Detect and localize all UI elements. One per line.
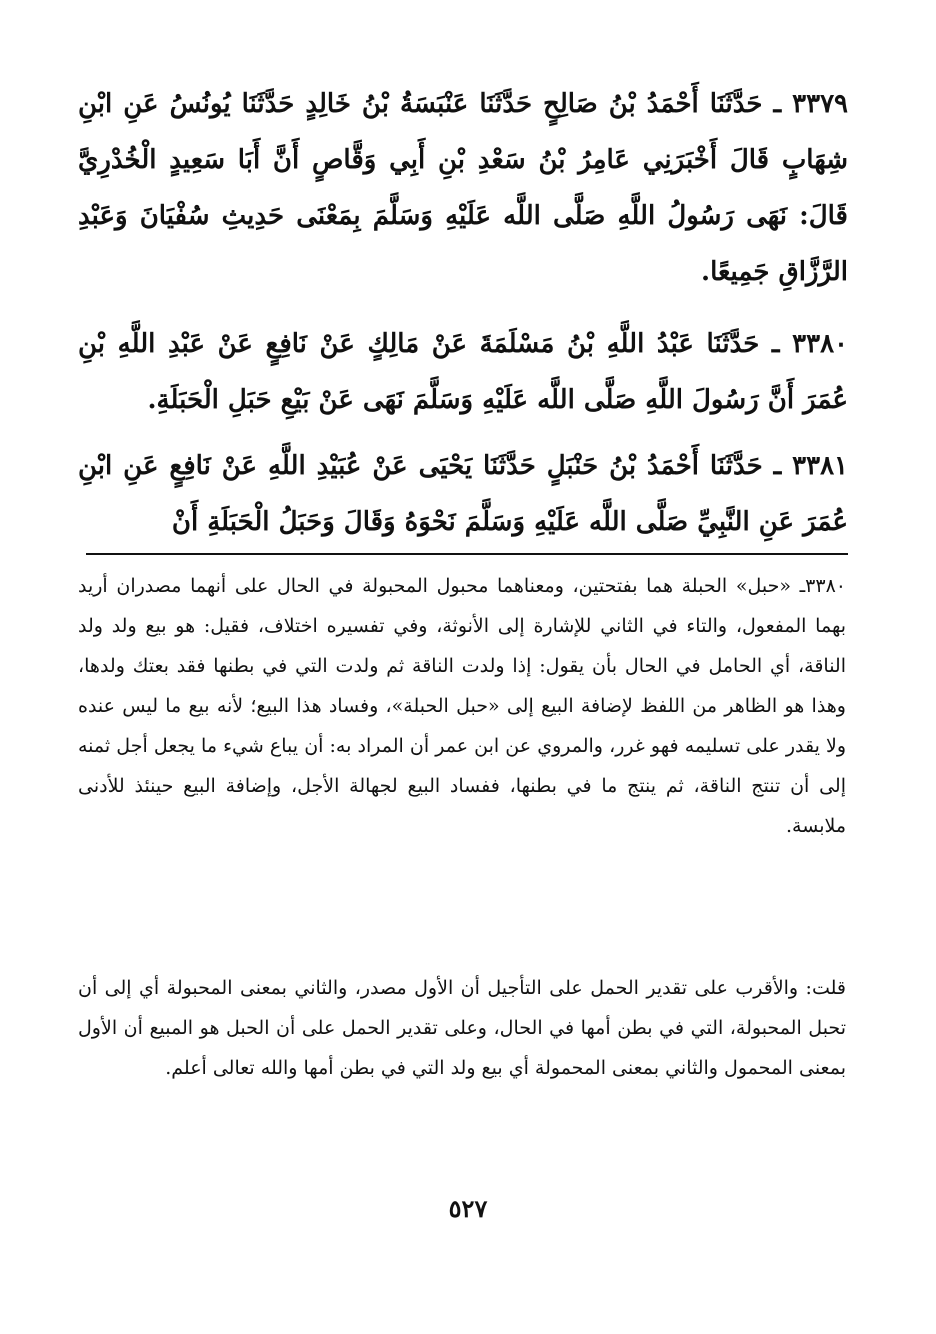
hadith-number: ٣٣٨١ bbox=[792, 451, 848, 481]
footnote-3380 bbox=[78, 566, 846, 846]
hadith-3379 bbox=[78, 76, 848, 300]
hadith-text: ـ حَدَّثَنَا أَحْمَدُ بْنُ حَنْبَلٍ حَدَّثَنَا يَحْيَى عَنْ عُبَيْدِ اللَّهِ عَنْ نَافِعٍ عَنِ ابْنِ عُمَرَ عَنِ النَّبِيِّ صَلَّى اللَّه عَلَيْهِ وَسَلَّمَ نَحْوَهُ وَقَالَ وَحَبَلُ الْحَبَلَةِ أَنْ bbox=[78, 451, 848, 537]
hadith-number: ٣٣٧٩ bbox=[792, 89, 848, 119]
footnote-text: ـ «حبل» الحبلة هما بفتحتين، ومعناهما محبول المحبولة في الحال على أنهما مصدران أريد بهما المفعول، والتاء في الثاني للإشارة إلى الأنوثة، وفي تفسيره اختلاف، فقيل: هو بيع ولد ولد الناقة، أي الحامل في الحال بأن يقول: إذا ولدت الناقة ثم ولدت التي في بطنها فقد بعتك ولدها، وهذا هو الظاهر من اللفظ لإضافة البيع إلى «حبل الحبلة»، وفساد هذا البيع؛ لأنه بيع ما ليس عنده ولا يقدر على تسليمه فهو غرر، والمروي عن ابن عمر أن المراد به: أن يباع شيء ما يجعل أجل ثمنه إلى أن تنتج الناقة، ثم ينتج ما في بطنها، ففساد البيع لجهالة الأجل، وإضافة البيع حينئذ للأدنى ملابسة. bbox=[78, 575, 846, 837]
footnote-number: ٣٣٨٠ bbox=[805, 575, 846, 597]
hadith-3381 bbox=[78, 438, 848, 550]
hadith-text: ـ حَدَّثَنَا عَبْدُ اللَّهِ بْنُ مَسْلَمَةَ عَنْ مَالِكٍ عَنْ نَافِعٍ عَنْ عَبْدِ اللَّهِ بْنِ عُمَرَ أَنَّ رَسُولَ اللَّهِ صَلَّى اللَّه عَلَيْهِ وَسَلَّمَ نَهَى عَنْ بَيْعِ حَبَلِ الْحَبَلَةِ. bbox=[78, 329, 848, 415]
hadith-3380 bbox=[78, 316, 848, 428]
footnote-commentary bbox=[78, 968, 846, 1088]
hadith-text: ـ حَدَّثَنَا أَحْمَدُ بْنُ صَالِحٍ حَدَّثَنَا عَنْبَسَةُ بْنُ خَالِدٍ حَدَّثَنَا يُونُسُ عَنِ ابْنِ شِهَابٍ قَالَ أَخْبَرَنِي عَامِرُ بْنُ سَعْدِ بْنِ أَبِي وَقَّاصٍ أَنَّ أَبَا سَعِيدٍ الْخُدْرِيَّ قَالَ: نَهَى رَسُولُ اللَّهِ صَلَّى اللَّه عَلَيْهِ وَسَلَّمَ بِمَعْنَى حَدِيثِ سُفْيَانَ وَعَبْدِ الرَّزَّاقِ جَمِيعًا. bbox=[78, 89, 848, 287]
page-number: ٥٢٧ bbox=[448, 1194, 488, 1223]
footnote-divider bbox=[86, 553, 848, 555]
footnote-text: قلت: والأقرب على تقدير الحمل على التأجيل أن الأول مصدر، والثاني بمعنى المحبولة أي إلى أن تحبل المحبولة، التي في بطن أمها في الحال، وعلى تقدير الحمل على أن الحبل هو المبيع أن الأول بمعنى المحمول والثاني بمعنى المحمولة أي بيع ولد التي في بطن أمها والله تعالى أعلم. bbox=[78, 977, 846, 1079]
hadith-number: ٣٣٨٠ bbox=[792, 329, 848, 359]
